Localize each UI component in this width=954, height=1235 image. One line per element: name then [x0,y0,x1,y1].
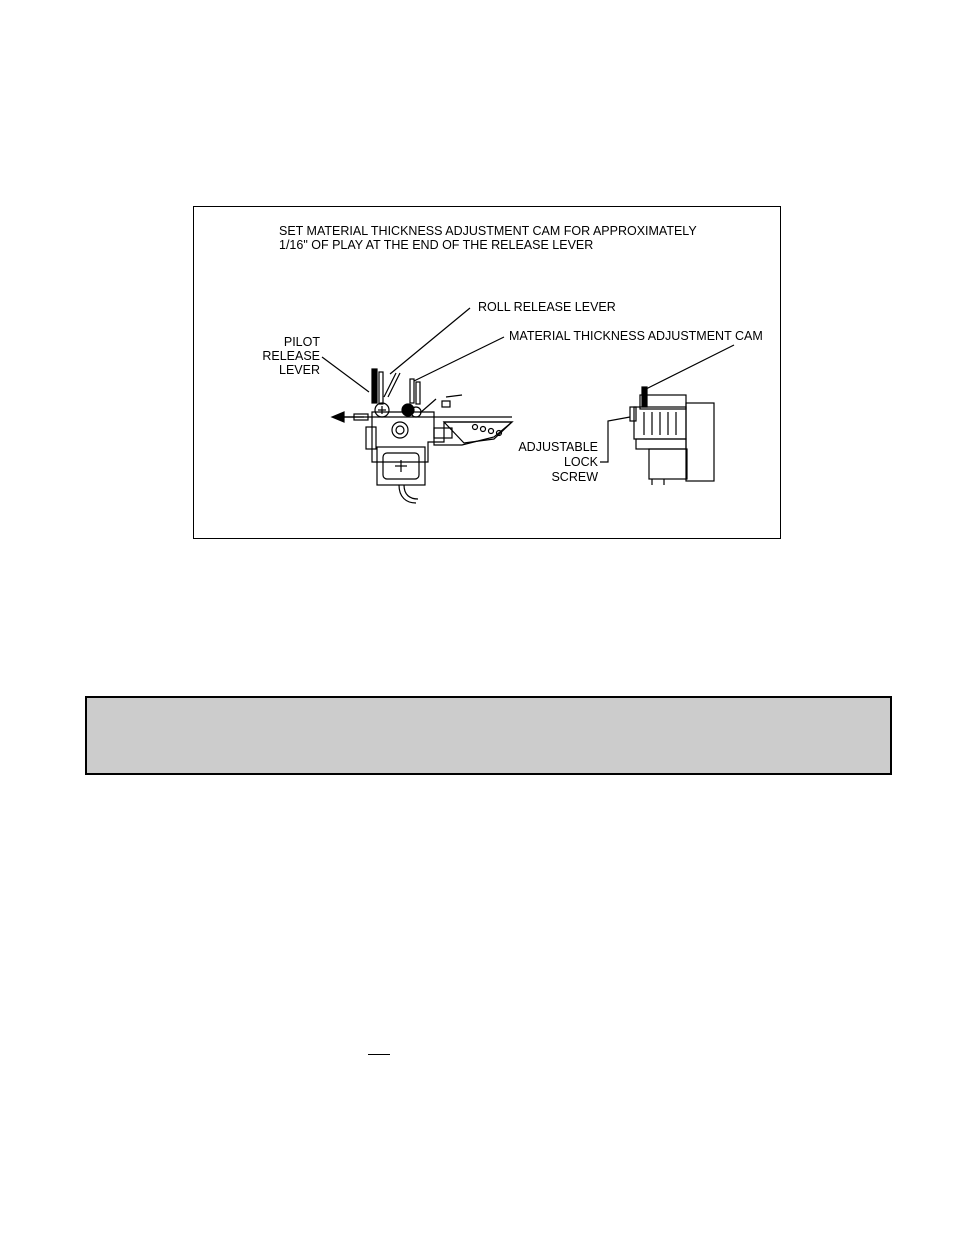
shaded-callout-box [85,696,892,775]
feeder-drawing [194,207,782,540]
label-lock: LOCK [563,455,598,469]
label-roll-release-lever: ROLL RELEASE LEVER [478,300,616,314]
caption-line-1: SET MATERIAL THICKNESS ADJUSTMENT CAM FOR APPROXIMATELY [279,224,697,238]
label-release: RELEASE [262,349,320,363]
figure-frame [193,206,781,539]
left-feeder-assembly [354,369,512,503]
label-screw: SCREW [551,470,598,484]
label-material-thickness-cam: MATERIAL THICKNESS ADJUSTMENT CAM [509,329,763,343]
label-pilot: PILOT [283,335,320,349]
leader-roll-release [390,308,470,374]
caption-line-2: 1/16" OF PLAY AT THE END OF THE RELEASE LEVER [279,238,594,252]
label-adjustable: ADJUSTABLE [518,440,598,454]
leader-pilot [322,357,369,392]
underline-mark [368,1054,390,1055]
leader-right-cam [646,345,734,389]
label-lever: LEVER [279,363,320,377]
leader-lock-screw [600,417,630,462]
right-feeder-assembly [630,387,714,485]
